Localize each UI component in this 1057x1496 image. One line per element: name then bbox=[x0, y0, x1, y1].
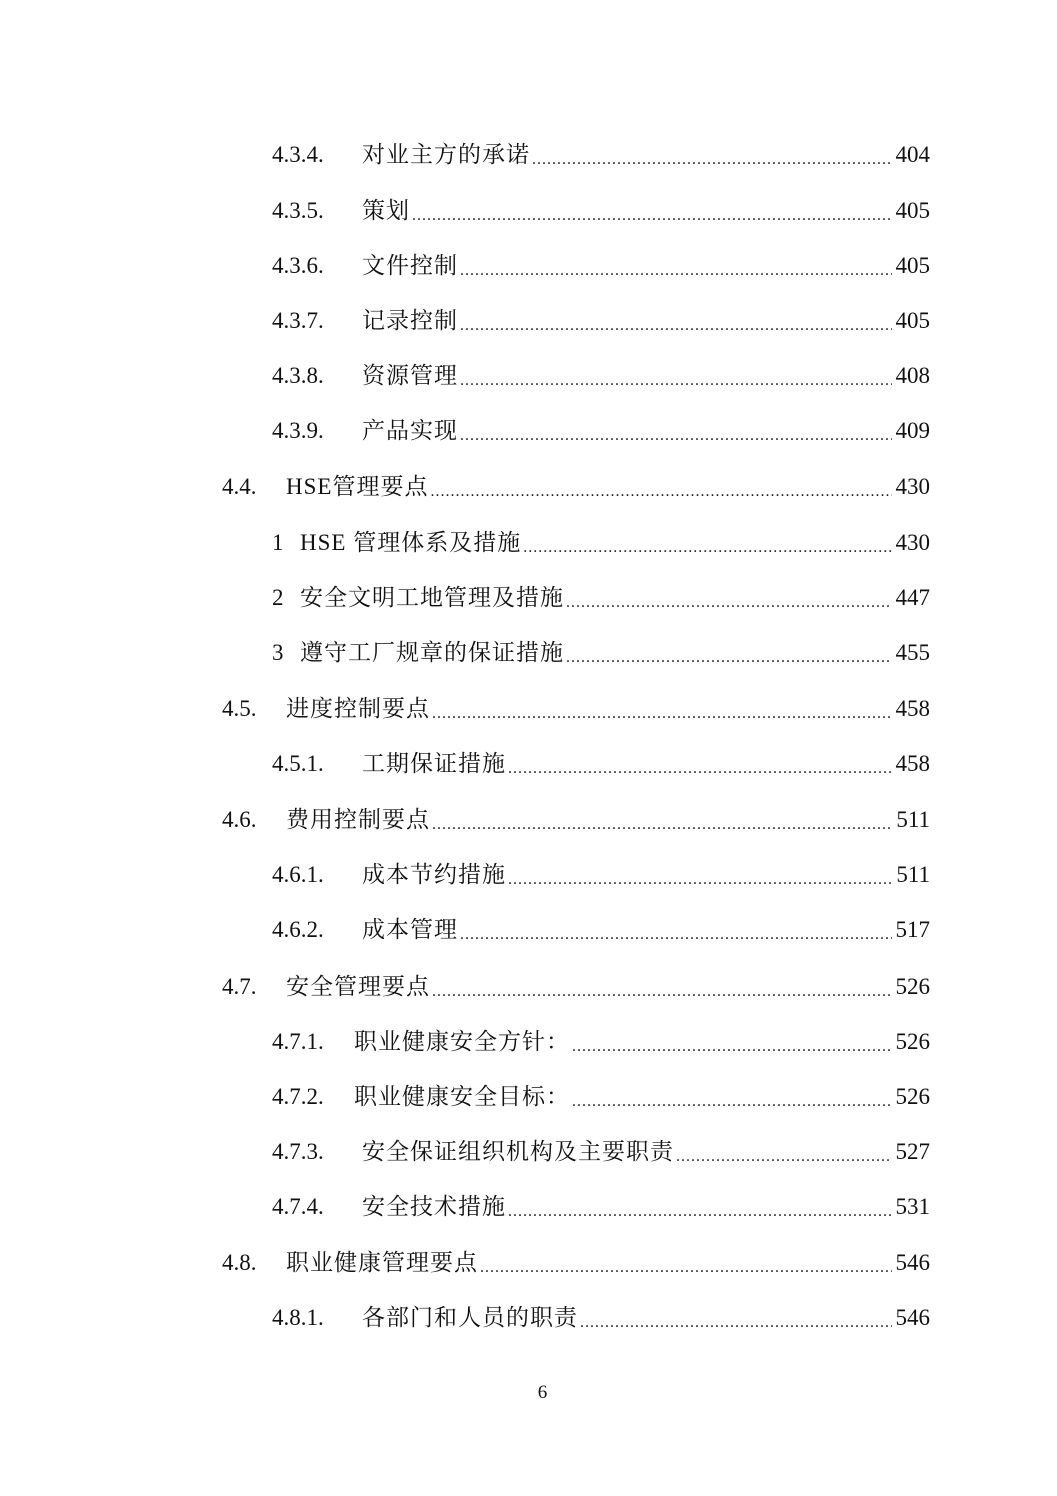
toc-entry-4-5[interactable] bbox=[222, 692, 930, 726]
toc-entry-title: 遵守工厂规章的保证措施 bbox=[300, 640, 564, 665]
toc-entry-number: 4.3.8. bbox=[272, 363, 324, 388]
toc-entry-number: 4.3.4. bbox=[272, 142, 324, 167]
toc-dot-leader bbox=[480, 1246, 892, 1280]
toc-entry-4-3-6[interactable] bbox=[272, 249, 930, 283]
toc-entry-page: 526 bbox=[895, 1084, 930, 1109]
toc-dot-leader bbox=[432, 970, 892, 1004]
toc-entry-page: 405 bbox=[895, 198, 930, 223]
toc-entry-number: 4.8. bbox=[222, 1250, 257, 1275]
page-number: 6 bbox=[537, 1382, 548, 1403]
toc-entry-number: 1 bbox=[272, 530, 284, 555]
toc-entry-number: 4.3.6. bbox=[272, 253, 324, 278]
toc-entry-title: 各部门和人员的职责 bbox=[362, 1305, 578, 1330]
toc-entry-title: 进度控制要点 bbox=[286, 696, 430, 721]
toc-entry-page: 511 bbox=[896, 862, 930, 887]
toc-entry-page: 455 bbox=[895, 640, 930, 665]
toc-entry-title: 安全文明工地管理及措施 bbox=[300, 585, 564, 610]
toc-entry-4-3-7[interactable] bbox=[272, 304, 930, 338]
toc-entry-title: 成本管理 bbox=[362, 917, 458, 942]
toc-entry-title: 工期保证措施 bbox=[362, 751, 506, 776]
toc-entry-title: 成本节约措施 bbox=[362, 862, 506, 887]
toc-dot-leader bbox=[532, 138, 892, 172]
toc-entry-page: 405 bbox=[895, 253, 930, 278]
toc-dot-leader bbox=[572, 1080, 892, 1114]
toc-dot-leader bbox=[460, 249, 892, 283]
toc-entry-number: 4.7.4. bbox=[272, 1194, 324, 1219]
toc-entry-title: 职业健康安全目标： bbox=[354, 1084, 570, 1109]
toc-entry-hse-1[interactable] bbox=[272, 526, 930, 560]
toc-entry-number: 4.4. bbox=[222, 474, 257, 499]
toc-dot-leader bbox=[580, 1301, 892, 1335]
toc-entry-4-7-4[interactable] bbox=[272, 1190, 930, 1224]
toc-entry-page: 447 bbox=[895, 585, 930, 610]
toc-dot-leader bbox=[566, 636, 892, 670]
toc-dot-leader bbox=[566, 581, 892, 615]
toc-entry-page: 404 bbox=[895, 142, 930, 167]
toc-entry-title: 安全管理要点 bbox=[286, 974, 430, 999]
toc-entry-number: 4.8.1. bbox=[272, 1305, 324, 1330]
toc-entry-number: 4.6.2. bbox=[272, 917, 324, 942]
toc-entry-title: 文件控制 bbox=[362, 253, 458, 278]
toc-entry-page: 546 bbox=[895, 1250, 930, 1275]
toc-entry-page: 408 bbox=[895, 363, 930, 388]
toc-dot-leader bbox=[523, 526, 891, 560]
toc-entry-page: 526 bbox=[895, 974, 930, 999]
toc-entry-number: 4.5. bbox=[222, 696, 257, 721]
toc-entry-title: 安全技术措施 bbox=[362, 1194, 506, 1219]
toc-entry-page: 430 bbox=[895, 530, 930, 555]
toc-entry-4-3-5[interactable] bbox=[272, 194, 930, 228]
toc-entry-page: 546 bbox=[895, 1305, 930, 1330]
toc-entry-page: 531 bbox=[895, 1194, 930, 1219]
toc-dot-leader bbox=[432, 692, 892, 726]
toc-entry-4-8[interactable] bbox=[222, 1246, 930, 1280]
toc-entry-number: 4.3.9. bbox=[272, 418, 324, 443]
toc-entry-number: 4.7.1. bbox=[272, 1029, 324, 1054]
toc-entry-4-6-1[interactable] bbox=[272, 858, 930, 892]
toc-dot-leader bbox=[460, 359, 892, 393]
toc-entry-title: 费用控制要点 bbox=[286, 807, 430, 832]
toc-entry-title: HSE管理要点 bbox=[286, 474, 429, 499]
toc-entry-page: 527 bbox=[895, 1139, 930, 1164]
toc-entry-title: 职业健康管理要点 bbox=[286, 1250, 478, 1275]
toc-entry-number: 4.5.1. bbox=[272, 751, 324, 776]
toc-entry-number: 4.7.2. bbox=[272, 1084, 324, 1109]
toc-entry-4-7-3[interactable] bbox=[272, 1135, 930, 1169]
toc-entry-number: 4.3.7. bbox=[272, 308, 324, 333]
toc-entry-hse-3[interactable] bbox=[272, 636, 930, 670]
toc-entry-4-3-8[interactable] bbox=[272, 359, 930, 393]
toc-entry-number: 4.7.3. bbox=[272, 1139, 324, 1164]
toc-entry-title: 记录控制 bbox=[362, 308, 458, 333]
toc-entry-number: 4.3.5. bbox=[272, 198, 324, 223]
toc-entry-title: 策划 bbox=[362, 198, 410, 223]
toc-entry-4-3-9[interactable] bbox=[272, 414, 930, 448]
toc-dot-leader bbox=[508, 747, 892, 781]
toc-entry-title: 产品实现 bbox=[362, 418, 458, 443]
toc-entry-title: 职业健康安全方针： bbox=[354, 1029, 570, 1054]
toc-entry-number: 4.6. bbox=[222, 807, 257, 832]
toc-dot-leader bbox=[460, 913, 892, 947]
toc-entry-page: 458 bbox=[895, 696, 930, 721]
toc-entry-4-5-1[interactable] bbox=[272, 747, 930, 781]
toc-entry-page: 511 bbox=[896, 807, 930, 832]
toc-entry-hse-2[interactable] bbox=[272, 581, 930, 615]
toc-entry-title: 安全保证组织机构及主要职责 bbox=[362, 1139, 674, 1164]
toc-entry-title: HSE 管理体系及措施 bbox=[300, 530, 522, 555]
toc-dot-leader bbox=[460, 414, 892, 448]
toc-dot-leader bbox=[508, 858, 892, 892]
toc-entry-number: 4.6.1. bbox=[272, 862, 324, 887]
toc-dot-leader bbox=[676, 1135, 892, 1169]
toc-entry-4-8-1[interactable] bbox=[272, 1301, 930, 1335]
toc-entry-page: 517 bbox=[895, 917, 930, 942]
toc-entry-4-4[interactable] bbox=[222, 470, 930, 504]
toc-entry-4-7-2[interactable] bbox=[272, 1080, 930, 1114]
toc-dot-leader bbox=[430, 470, 891, 504]
toc-dot-leader bbox=[432, 803, 892, 837]
toc-entry-4-3-4[interactable] bbox=[272, 138, 930, 172]
toc-dot-leader bbox=[508, 1190, 892, 1224]
toc-entry-number: 3 bbox=[272, 640, 284, 665]
toc-entry-page: 430 bbox=[895, 474, 930, 499]
toc-entry-4-6-2[interactable] bbox=[272, 913, 930, 947]
toc-entry-page: 405 bbox=[895, 308, 930, 333]
toc-entry-title: 资源管理 bbox=[362, 363, 458, 388]
toc-entry-page: 458 bbox=[895, 751, 930, 776]
toc-entry-4-7[interactable] bbox=[222, 970, 930, 1004]
toc-entry-page: 526 bbox=[895, 1029, 930, 1054]
toc-entry-4-6[interactable] bbox=[222, 803, 930, 837]
toc-entry-page: 409 bbox=[895, 418, 930, 443]
toc-dot-leader bbox=[460, 304, 892, 338]
toc-dot-leader bbox=[412, 194, 892, 228]
toc-entry-number: 4.7. bbox=[222, 974, 257, 999]
toc-dot-leader bbox=[572, 1025, 892, 1059]
toc-entry-title: 对业主方的承诺 bbox=[362, 142, 530, 167]
toc-entry-number: 2 bbox=[272, 585, 284, 610]
toc-entry-4-7-1[interactable] bbox=[272, 1025, 930, 1059]
